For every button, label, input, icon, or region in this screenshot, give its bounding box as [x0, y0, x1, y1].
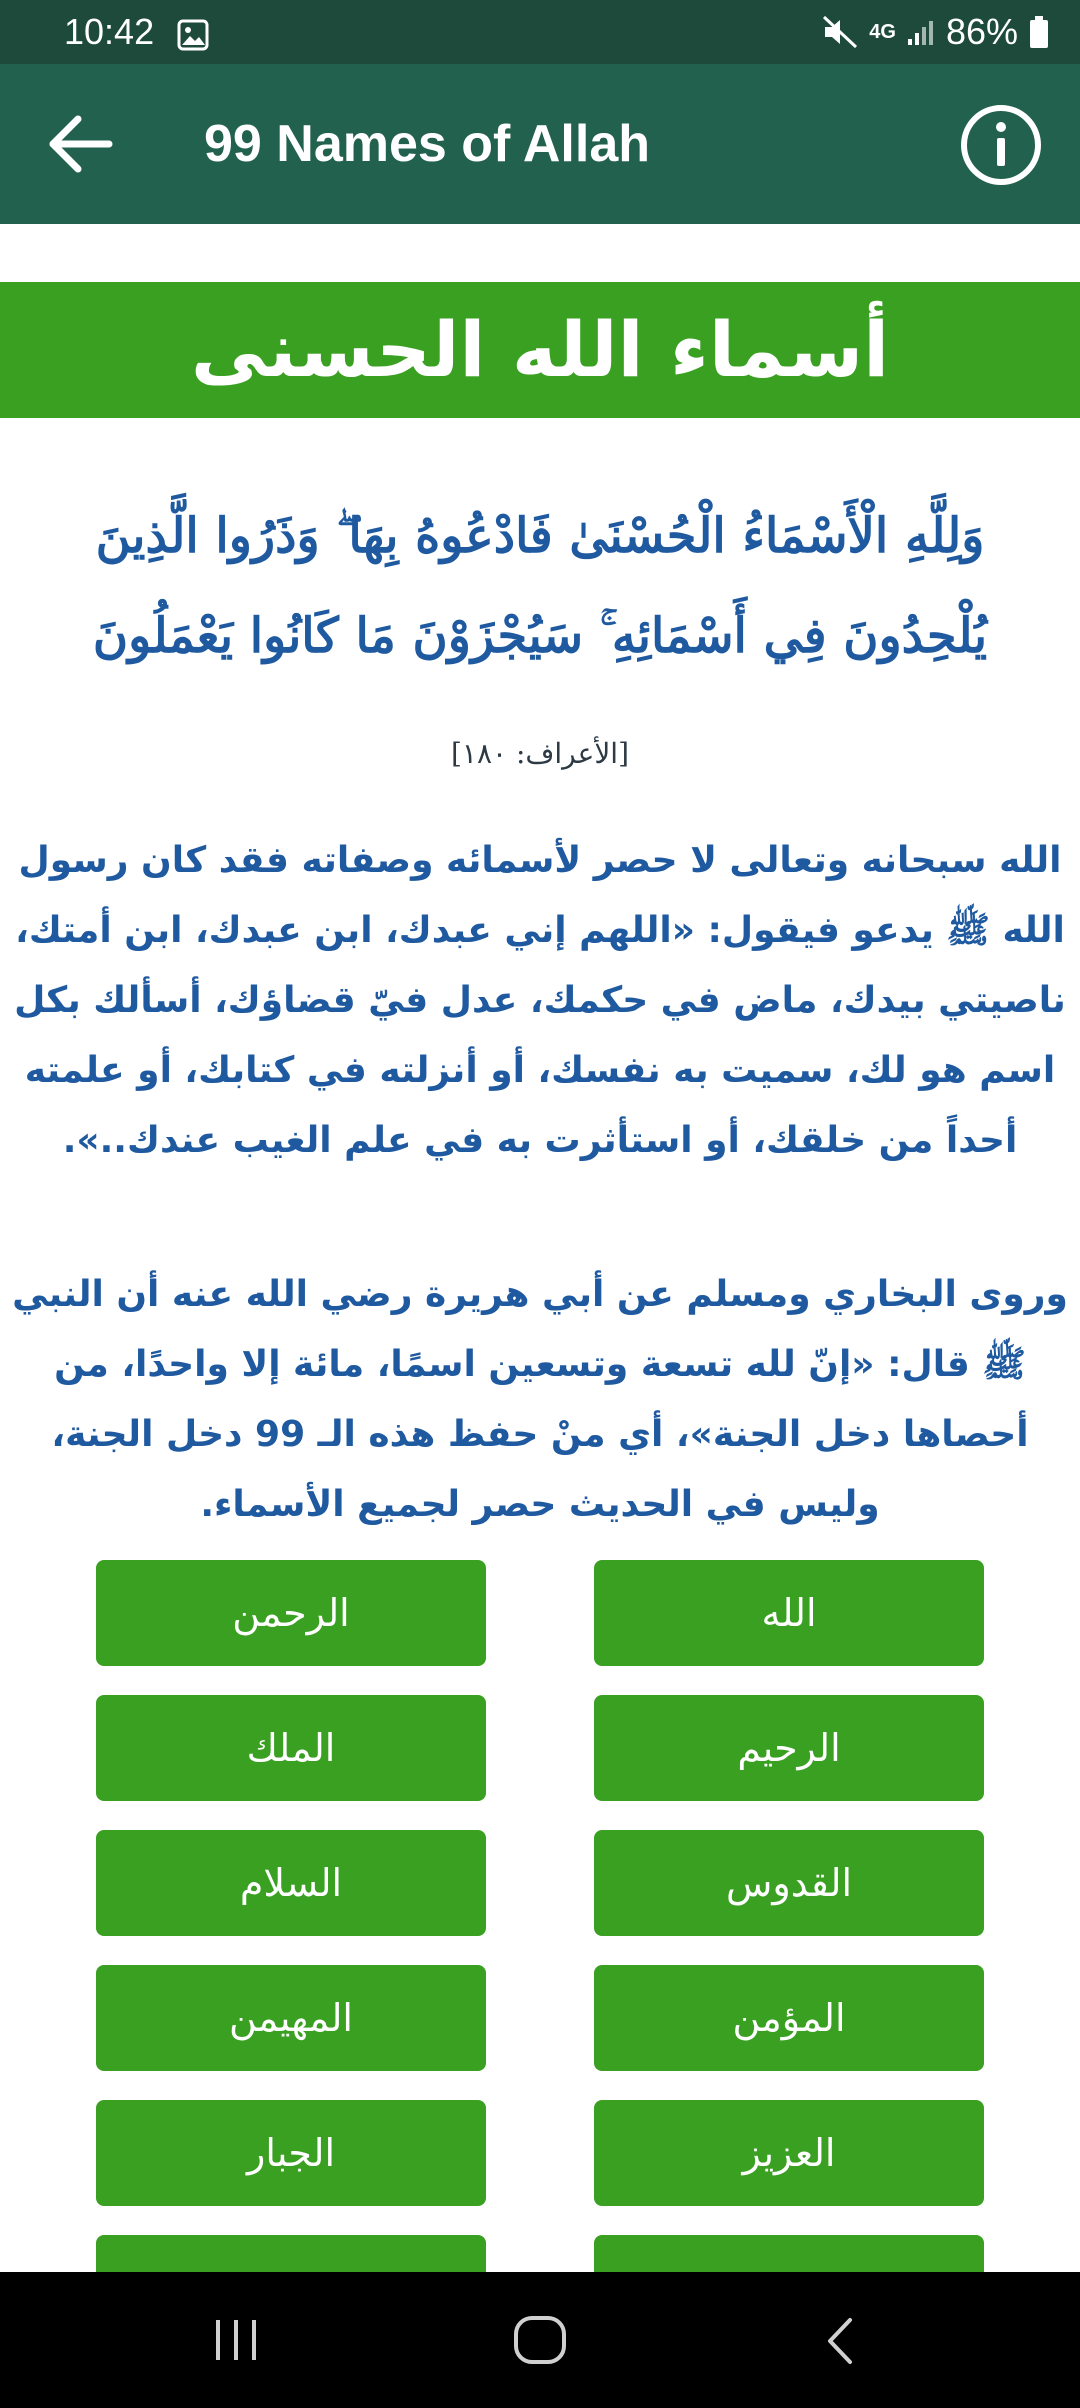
network-4g-icon: 4G: [869, 21, 896, 43]
name-button-ar-rahim[interactable]: الرحيم: [594, 1695, 984, 1801]
back-button[interactable]: [40, 104, 120, 184]
info-circle-icon: [958, 102, 1044, 188]
app-title: 99 Names of Allah: [204, 115, 651, 173]
verse-line-1: وَلِلَّهِ الْأَسْمَاءُ الْحُسْنَىٰ فَادْعُوهُ بِهَا ۖ وَذَرُوا الَّذِينَ: [95, 508, 985, 564]
hadith-paragraph-2: وروى البخاري ومسلم عن أبي هريرة رضي الله عنه أن النبي ﷺ قال: «إنّ لله تسعة وتسعين اسمًا، مائة إلا واحدًا، من أحصاها دخل الجنة»، أي منْ حفظ هذه الـ 99 دخل الجنة، وليس في الحديث حصر لجميع الأسماء.: [12, 1274, 1068, 1525]
status-right-group: [821, 12, 1050, 52]
battery-icon: [1028, 15, 1050, 49]
hadith-paragraph-1: الله سبحانه وتعالى لا حصر لأسمائه وصفاته فقد كان رسول الله ﷺ يدعو فيقول: «اللهم إني عبدك، ابن عبدك، ابن أمتك، ناصيتي بيدك، ماض في حكمك، عدل فيّ قضاؤك، أسألك بكل اسم هو لك، سميت به نفسك، أو أنزلته في كتابك، أو علمته أحداً من خلقك، أو استأثرت به في علم الغيب عندك..».: [14, 840, 1066, 1161]
name-button-al-muhaymin[interactable]: المهيمن: [96, 1965, 486, 2071]
status-bar: [0, 0, 1080, 64]
battery-percent: 86%: [945, 11, 1018, 52]
signal-icon: [906, 17, 936, 47]
name-button-al-mumin[interactable]: المؤمن: [594, 1965, 984, 2071]
verse-line-2: يُلْحِدُونَ فِي أَسْمَائِهِ ۚ سَيُجْزَوْنَ مَا كَانُوا يَعْمَلُونَ: [92, 608, 988, 664]
gallery-icon: [176, 18, 210, 52]
status-time: 10:42: [64, 11, 155, 52]
app-bar: [0, 64, 1080, 224]
arrow-left-icon: [45, 109, 115, 179]
page-banner-title: أسماء الله الحسنى: [0, 282, 1080, 418]
name-button-al-malik[interactable]: الملك: [96, 1695, 486, 1801]
name-button-al-aziz[interactable]: العزيز: [594, 2100, 984, 2206]
info-button[interactable]: [958, 102, 1044, 188]
back-icon[interactable]: [816, 2314, 866, 2368]
system-nav-bar: [0, 2272, 1080, 2408]
home-icon[interactable]: [510, 2312, 570, 2368]
name-button-as-salam[interactable]: السلام: [96, 1830, 486, 1936]
quran-verse: [40, 486, 1040, 686]
content-scroll[interactable]: [0, 224, 1080, 2272]
name-button-al-jabbar[interactable]: الجبار: [96, 2100, 486, 2206]
name-button-al-quddus[interactable]: القدوس: [594, 1830, 984, 1936]
name-button-ar-rahman[interactable]: الرحمن: [96, 1560, 486, 1666]
recent-apps-icon[interactable]: [206, 2316, 266, 2364]
mute-icon: [821, 14, 859, 50]
name-button-allah[interactable]: الله: [594, 1560, 984, 1666]
name-button-partial[interactable]: [96, 2235, 486, 2272]
name-button-partial[interactable]: [594, 2235, 984, 2272]
verse-reference: [الأعراف: ١٨٠]: [450, 737, 630, 770]
